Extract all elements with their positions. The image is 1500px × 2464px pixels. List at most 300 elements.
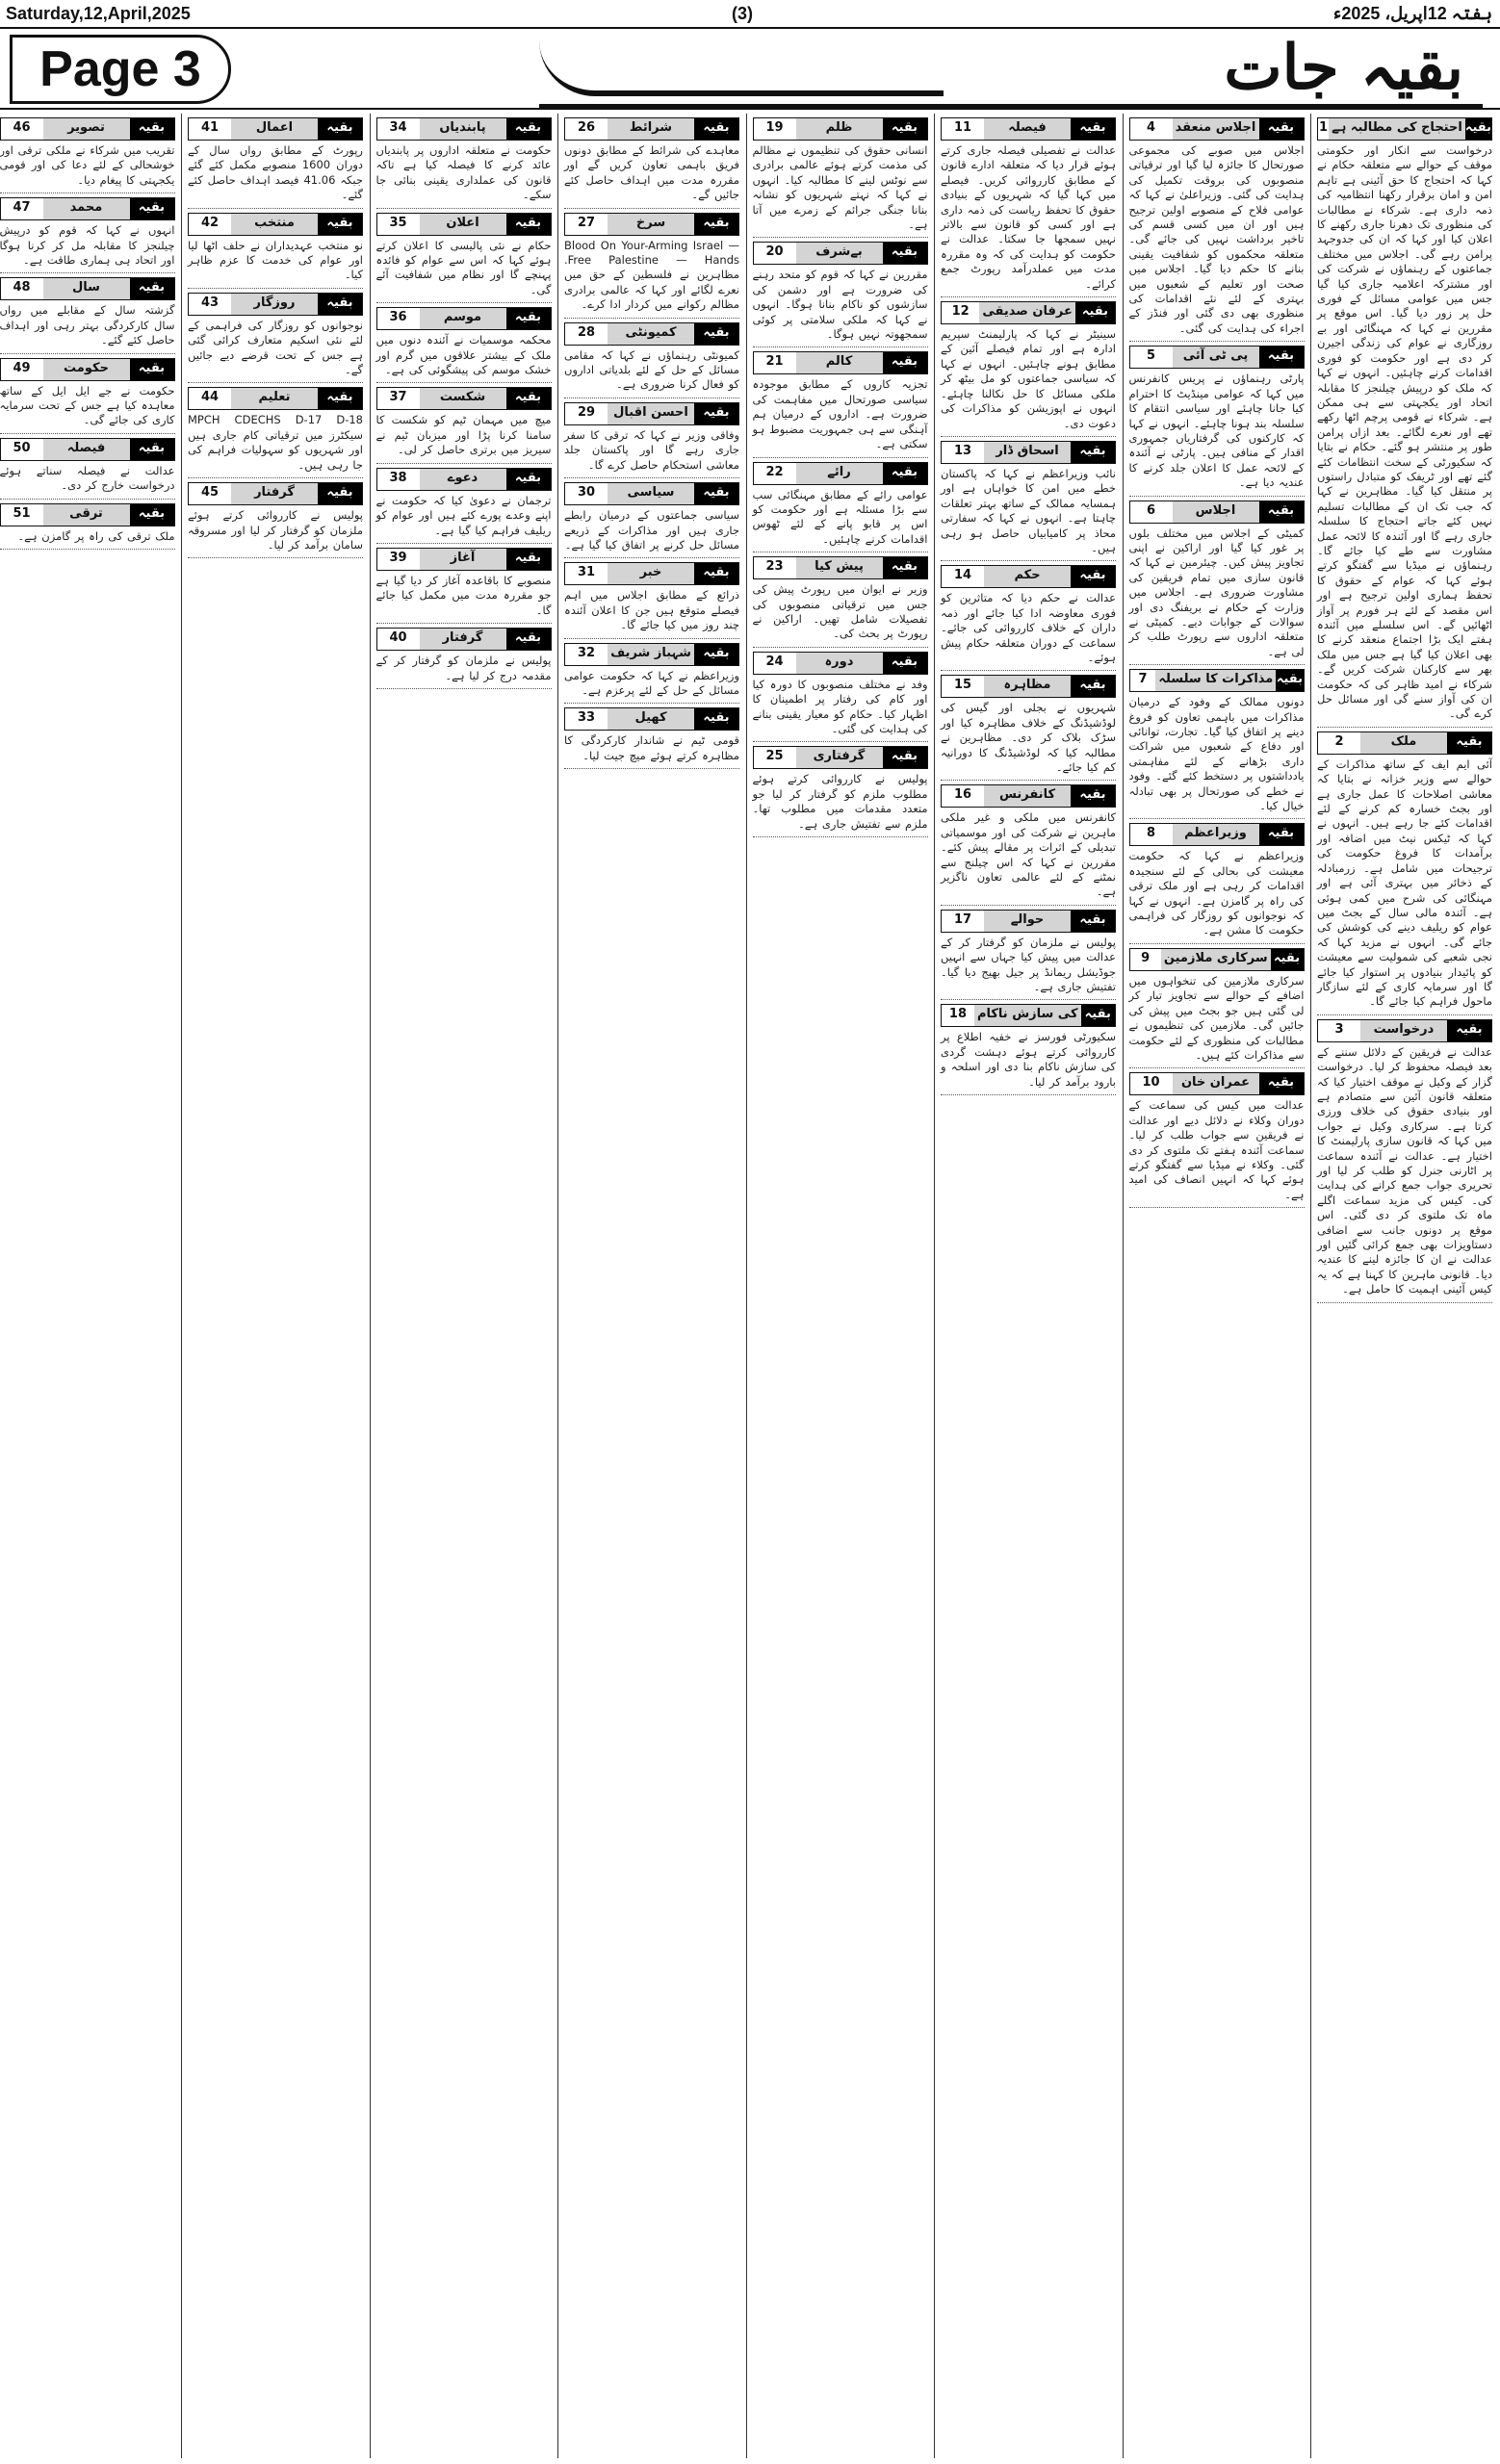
section-body: تقریب میں شرکاء نے ملکی ترقی اور خوشحالی کے لئے دعا کی اور قومی یکجہتی کا پیغام دیا۔	[0, 143, 175, 187]
section-divider	[941, 558, 1116, 561]
section-divider	[941, 1092, 1116, 1095]
section-number: 41	[189, 118, 231, 140]
continuation-section	[941, 784, 1116, 905]
section-divider	[941, 295, 1116, 297]
section-divider	[1129, 339, 1305, 342]
continuation-section	[941, 910, 1116, 1001]
section-header	[753, 242, 928, 265]
section-header	[564, 213, 739, 236]
section-divider	[1317, 725, 1492, 728]
section-body: عدالت نے فریقین کے دلائل سننے کے بعد فیصلہ محفوظ کر لیا۔ درخواست گزار کے وکیل نے موقف اختیار کیا کہ متعلقہ قانون آئین سے متصادم ہے اور بنیادی حقوق کی خلاف ورزی کرتا ہے۔ سرکاری وکیل نے جواب میں کہا کہ قانون سازی پارلیمنٹ کا اختیار ہے۔ عدالت نے آئندہ سماعت پر اٹارنی جنرل کو طلب کر لیا اور تحریری جواب جمع کرانے کی ہدایت کی۔ کیس کی مزید سماعت اگلے ماہ تک ملتوی کر دی گئی۔ اس موقع پر دونوں جانب سے اضافی دستاویزات بھی جمع کرائی گئیں اور عدالت نے ان کا جائزہ لینے کا عندیہ دیا۔ قانونی ماہرین کا کہنا ہے کہ یہ کیس آئینی اہمیت کا حامل ہے۔	[1317, 1044, 1492, 1296]
section-title: پیش کیا	[796, 557, 883, 578]
section-number: 1	[1318, 118, 1329, 140]
continuation-section	[0, 358, 175, 434]
section-divider	[1129, 816, 1305, 819]
continuation-section	[564, 322, 739, 398]
section-number: 36	[377, 308, 420, 329]
continued-label: بقیہ	[318, 294, 362, 315]
continued-label: بقیہ	[506, 469, 551, 490]
column-2	[1127, 114, 1306, 2458]
continuation-section	[188, 387, 363, 478]
section-divider	[564, 636, 739, 639]
section-number: 9	[1130, 949, 1161, 970]
section-header	[564, 117, 739, 141]
continued-label: بقیہ	[130, 359, 174, 380]
section-number: 22	[754, 463, 796, 484]
banner-title: بقیہ جات	[1224, 32, 1463, 104]
section-divider	[564, 316, 739, 319]
section-title: وزیراعظم	[1173, 824, 1259, 845]
section-title: اجلاس	[1173, 501, 1259, 523]
continued-label: بقیہ	[1259, 824, 1304, 845]
section-body: کانفرنس میں ملکی و غیر ملکی ماہرین نے شرکت کی اور موسمیاتی تبدیلی کے اثرات پر مقالے پیش کئے۔ مقررین نے کہا کہ اس چیلنج سے نمٹنے کے لئے عالمی تعاون ناگزیر ہے۔	[941, 810, 1116, 899]
section-divider	[753, 834, 928, 837]
section-number: 45	[189, 483, 231, 504]
continued-label: بقیہ	[883, 747, 927, 768]
section-divider	[188, 206, 363, 209]
section-title: کی سازش ناکام	[974, 1005, 1081, 1026]
continuation-section	[753, 117, 928, 238]
section-number: 35	[377, 214, 420, 235]
section-title: گرفتاری	[796, 747, 883, 768]
section-divider	[376, 300, 552, 303]
continued-label: بقیہ	[130, 278, 174, 299]
section-header	[376, 468, 552, 491]
section-divider	[376, 380, 552, 383]
section-title: رائے	[796, 463, 883, 484]
continued-label: بقیہ	[130, 118, 174, 140]
section-divider	[0, 431, 175, 434]
section-header	[1317, 1019, 1492, 1042]
section-body: عدالت نے تفصیلی فیصلہ جاری کرتے ہوئے قرار دیا کہ متعلقہ ادارے قانون کے مطابق کارروائی کریں۔ فیصلے میں کہا گیا کہ شہریوں کے بنیادی حقوق کا تحفظ ریاست کی ذمہ داری ہے اور کسی کو قانون سے بالاتر نہیں سمجھا جا سکتا۔ عدالت نے حکومت کو ہدایت کی کہ وہ مقررہ مدت میں عملدرآمد رپورٹ جمع کرائے۔	[941, 143, 1116, 291]
continued-label: بقیہ	[1271, 949, 1304, 970]
section-header	[941, 441, 1116, 464]
section-divider	[188, 286, 363, 289]
section-body: معاہدے کی شرائط کے مطابق دونوں فریق باہمی تعاون کریں گے اور مقررہ مدت میں اہداف حاصل کئے جائیں گے۔	[564, 143, 739, 202]
section-body: نو منتخب عہدیداران نے حلف اٹھا لیا اور عوام کی خدمت کا عزم ظاہر کیا۔	[188, 238, 363, 282]
section-divider	[1129, 494, 1305, 497]
section-title: فیصلہ	[43, 439, 130, 460]
continued-label: بقیہ	[1071, 442, 1115, 463]
section-number: 37	[377, 388, 420, 409]
section-header	[941, 301, 1116, 324]
section-divider	[753, 455, 928, 458]
section-number: 17	[942, 911, 984, 932]
continuation-section	[1129, 346, 1305, 496]
section-header	[0, 197, 175, 220]
section-number: 39	[377, 549, 420, 570]
continuation-section	[188, 117, 363, 209]
section-divider	[564, 206, 739, 209]
section-body: حکومت نے جے ایل ایل کے ساتھ معاہدہ کیا ہے جس کے تحت سرمایہ کاری کی جائے گی۔	[0, 383, 175, 427]
section-divider	[753, 345, 928, 347]
continued-label: بقیہ	[694, 563, 738, 584]
section-number: 2	[1318, 732, 1360, 754]
section-divider	[0, 270, 175, 273]
date-urdu: ہفتہ 12اپریل، 2025ء	[1332, 4, 1492, 23]
section-divider	[564, 766, 739, 769]
column-separator	[1310, 114, 1311, 2458]
continuation-section	[0, 117, 175, 193]
continuation-section	[376, 628, 552, 689]
continuation-section	[564, 562, 739, 638]
section-title: بےشرف	[796, 243, 883, 264]
column-separator	[370, 114, 371, 2458]
continuation-section	[753, 652, 928, 743]
continuation-section	[564, 643, 739, 705]
section-number: 27	[565, 214, 608, 235]
section-divider	[753, 235, 928, 238]
section-title: کمیونٹی	[608, 323, 694, 345]
continuation-section	[941, 565, 1116, 671]
continued-label: بقیہ	[883, 653, 927, 674]
continuation-section	[1129, 1072, 1305, 1208]
section-body: تجزیہ کاروں کے مطابق موجودہ سیاسی صورتحال میں مفاہمت کی ضرورت ہے۔ اداروں کے درمیان ہم آہنگی سے ہی جمہوریت مضبوط ہو سکتی ہے۔	[752, 377, 928, 451]
section-title: پابندیاں	[420, 118, 506, 140]
date-english: Saturday,12,April,2025	[6, 4, 191, 23]
section-body: محکمہ موسمیات نے آئندہ دنوں میں ملک کے بیشتر علاقوں میں گرم اور خشک موسم کی پیشگوئی کی ہے۔	[375, 333, 552, 377]
section-body: وفاقی وزیر نے کہا کہ ترقی کا سفر جاری رہے گا اور پاکستان جلد معاشی استحکام حاصل کرے گا۔	[564, 427, 739, 472]
section-divider	[376, 541, 552, 544]
continuation-section	[1129, 117, 1305, 342]
section-body: منصوبے کا باقاعدہ آغاز کر دیا گیا ہے جو مقررہ مدت میں مکمل کیا جائے گا۔	[375, 573, 552, 617]
section-body: درخواست سے انکار اور حکومتی موقف کے حوالے سے متعلقہ حکام نے کہا کہ احتجاج کا حق آئینی ہے تاہم امن و امان برقرار رکھنا انتظامیہ کی ذمہ داری ہے۔ شرکاء نے مطالبات کی منظوری تک دھرنا جاری رکھنے کا اعلان کیا اور کہا کہ ان کی جدوجہد پرامن رہے گی۔ اجلاس میں مختلف جماعتوں کے رہنماؤں نے شرکت کی اور مشترکہ اعلامیہ جاری کیا گیا جس میں عوامی مسائل کے فوری حل پر زور دیا گیا۔ اس موقع پر مقررین نے کہا کہ مہنگائی اور بے روزگاری نے عوام کی زندگی اجیرن کر دی ہے اور حکومت کو فوری اقدامات کرنے چاہئیں۔ انہوں نے کہا کہ ملک کو درپیش چیلنجز کا مقابلہ اتحاد اور یکجہتی سے ہی ممکن ہے۔ شرکاء نے قومی پرچم اٹھا رکھے تھے اور نعرے لگائے۔ بعد ازاں پرامن طور پر منتشر ہو گئے۔ حکام نے بتایا کہ سکیورٹی کے سخت انتظامات کئے گئے تھے اور ٹریفک کو متبادل راستوں پر منتقل کیا گیا۔ مظاہرین نے کہا کہ جب تک ان کے مطالبات تسلیم نہیں کئے جاتے احتجاج کا سلسلہ جاری رہے گا اور آئندہ کا لائحہ عمل مشاورت سے طے کیا جائے گا۔ رہنماؤں نے میڈیا سے گفتگو کرتے ہوئے کہا کہ عوام کے حقوق کا تحفظ ہماری اولین ترجیح ہے اور اس مقصد کے لئے ہر فورم پر آواز اٹھائیں گے۔ اس سلسلے میں آئندہ ہفتے ایک بڑا اجتماع منعقد کرنے کا بھی اعلان کیا گیا ہے جس میں ملک بھر سے کارکنان شرکت کریں گے۔ شرکاء نے امید ظاہر کی کہ حکومت ان کی آواز سنے گی اور مسائل حل کرے گی۔	[1317, 143, 1492, 721]
continued-label: بقیہ	[883, 352, 927, 373]
column-separator	[557, 114, 558, 2458]
continued-label: بقیہ	[883, 118, 927, 140]
section-number: 32	[565, 644, 608, 665]
section-number: 43	[189, 294, 231, 315]
section-number: 19	[754, 118, 796, 140]
section-header	[188, 117, 363, 141]
section-divider	[376, 461, 552, 464]
section-number: 24	[754, 653, 796, 674]
continuation-section	[0, 197, 175, 273]
section-number: 7	[1130, 670, 1156, 691]
section-header	[376, 213, 552, 236]
section-body: سیاسی جماعتوں کے درمیان رابطے جاری ہیں اور مذاکرات کے ذریعے مسائل حل کرنے پر اتفاق کیا گیا ہے۔	[564, 508, 739, 552]
continuation-section	[376, 213, 552, 304]
section-body: آئی ایم ایف کے ساتھ مذاکرات کے حوالے سے وزیر خزانہ نے بتایا کہ معاشی اصلاحات کا عمل جاری ہے اور بجٹ خسارہ کم کرنے کے لئے اقدامات کئے جا رہے ہیں۔ انہوں نے کہا کہ ٹیکس نیٹ میں اضافہ اور برآمدات کا فروغ حکومت کی ترجیحات میں شامل ہے۔ زرمبادلہ کے ذخائر میں بہتری آئی ہے اور مہنگائی کی شرح میں کمی ہوئی ہے۔ آئندہ مالی سال کے بجٹ میں عوام کو ریلیف دینے کی کوشش کی جائے گی۔ انہوں نے مزید کہا کہ نجی شعبے کی شمولیت سے معیشت کو پائیدار بنیادوں پر استوار کیا جائے گا اور سرمایہ کاری کے لئے سازگار ماحول فراہم کیا جائے گا۔	[1317, 757, 1492, 1009]
continued-label: بقیہ	[1071, 676, 1115, 697]
continued-label: بقیہ	[1071, 566, 1115, 587]
continuation-section	[376, 117, 552, 209]
section-number: 50	[1, 439, 43, 460]
section-title: ملک	[1360, 732, 1447, 754]
section-divider	[564, 475, 739, 478]
section-number: 38	[377, 469, 420, 490]
section-body: نائب وزیراعظم نے کہا کہ پاکستان خطے میں امن کا خواہاں ہے اور ہمسایہ ممالک کے ساتھ بہتر تعلقات چاہتا ہے۔ انہوں نے کہا کہ سفارتی محاذ پر کامیابیاں حاصل ہو رہی ہیں۔	[941, 466, 1116, 554]
continuation-section	[564, 213, 739, 319]
section-divider	[1317, 1300, 1492, 1303]
section-title: سرکاری ملازمین	[1161, 949, 1271, 970]
continued-label: بقیہ	[694, 708, 738, 730]
section-body: شہریوں نے بجلی اور گیس کی لوڈشیڈنگ کے خلاف مظاہرہ کیا اور سڑک بلاک کر دی۔ مظاہرین نے مطالبہ کیا کہ لوڈشیڈنگ کا دورانیہ کم کیا جائے۔	[941, 701, 1116, 774]
section-title: اعلان	[420, 214, 506, 235]
section-number: 25	[754, 747, 796, 768]
continued-label: بقیہ	[318, 388, 362, 409]
banner-swoosh	[539, 40, 944, 96]
continuation-section	[941, 1004, 1116, 1095]
continuation-section	[1129, 823, 1305, 943]
section-header	[376, 628, 552, 651]
section-number: 28	[565, 323, 608, 345]
section-header	[0, 358, 175, 381]
section-number: 14	[942, 566, 984, 587]
header-rule	[0, 108, 1500, 110]
section-title: احتجاج کی مطالبہ ہے	[1329, 118, 1465, 140]
section-divider	[1129, 662, 1305, 665]
section-title: شکست	[420, 388, 506, 409]
section-header	[188, 387, 363, 410]
section-header	[0, 117, 175, 141]
section-title: کانفرنس	[984, 785, 1071, 807]
section-divider	[564, 701, 739, 704]
section-body: رپورٹ کے مطابق رواں سال کے دوران 1600 منصوبے مکمل کئے گئے جبکہ 41.06 فیصد اہداف حاصل کئے گئے۔	[188, 143, 364, 202]
column-1	[1315, 114, 1494, 2458]
continued-label: بقیہ	[506, 388, 551, 409]
section-divider	[941, 434, 1116, 437]
section-body: عدالت نے فیصلہ سناتے ہوئے درخواست خارج کر دی۔	[0, 463, 175, 493]
section-banner	[539, 33, 1483, 108]
section-divider	[941, 903, 1116, 906]
section-number: 4	[1130, 118, 1173, 140]
continuation-section	[188, 213, 363, 289]
continuation-section	[1317, 117, 1492, 728]
section-body: کمیٹی کے اجلاس میں مختلف بلوں پر غور کیا گیا اور اراکین نے اپنی تجاویز پیش کیں۔ چیئرمین نے کہا کہ قانون سازی میں تمام فریقین کی مشاورت ضروری ہے۔ اجلاس میں وزارت کے حکام نے بریفنگ دی اور سوالات کے جوابات دیے۔ کمیٹی نے متعلقہ اداروں سے رپورٹ طلب کر لی ہے۔	[1128, 526, 1305, 658]
section-header	[564, 707, 739, 731]
section-title: خبر	[608, 563, 694, 584]
continued-label: بقیہ	[883, 557, 927, 578]
continued-label: بقیہ	[1071, 911, 1115, 932]
section-title: سیاسی	[608, 483, 694, 504]
section-title: آغاز	[420, 549, 506, 570]
section-title: کالم	[796, 352, 883, 373]
continuation-section	[564, 117, 739, 209]
section-title: حوالے	[984, 911, 1071, 932]
section-header	[1129, 669, 1305, 692]
section-title: عرفان صدیقی	[979, 302, 1074, 323]
section-number: 31	[565, 563, 608, 584]
section-number: 40	[377, 629, 420, 650]
section-number: 23	[754, 557, 796, 578]
section-number: 8	[1130, 824, 1173, 845]
section-header	[564, 562, 739, 585]
section-title: محمد	[43, 198, 130, 219]
section-divider	[1129, 941, 1305, 944]
continued-label: بقیہ	[1259, 1073, 1304, 1094]
section-body: حکام نے نئی پالیسی کا اعلان کرتے ہوئے کہا کہ اس سے عوام کو فائدہ پہنچے گا اور نظام میں شفافیت آئے گی۔	[375, 238, 552, 296]
section-body: نوجوانوں کو روزگار کی فراہمی کے لئے نئی اسکیم متعارف کرائی گئی ہے جس کے تحت قرضے دیے جائیں گے۔	[188, 318, 363, 377]
section-body: وزیراعظم نے کہا کہ حکومت معیشت کی بحالی کے لئے سنجیدہ اقدامات کر رہی ہے اور ملک ترقی کی راہ پر گامزن ہے۔ انہوں نے کہا کہ نوجوانوں کو روزگار کی فراہمی حکومت کا مشن ہے۔	[1128, 849, 1305, 937]
column-7	[186, 114, 365, 2458]
top-bar	[0, 0, 1500, 29]
section-number: 6	[1130, 501, 1173, 523]
section-number: 33	[565, 708, 608, 730]
continuation-section	[376, 307, 552, 383]
section-body: سینیٹر نے کہا کہ پارلیمنٹ سپریم ادارہ ہے اور تمام فیصلے آئین کے مطابق ہونے چاہئیں۔ انہوں نے کہا کہ سیاسی جماعتوں کو مل بیٹھ کر ملکی مسائل کا حل نکالنا چاہئے۔ انہوں نے اپوزیشن کو مذاکرات کی دعوت دی۔	[941, 327, 1116, 430]
section-title: فیصلہ	[984, 118, 1071, 140]
section-header	[376, 117, 552, 141]
section-number: 46	[1, 118, 43, 140]
section-divider	[753, 645, 928, 648]
column-6	[375, 114, 554, 2458]
section-header	[376, 387, 552, 410]
continued-label: بقیہ	[1081, 1005, 1115, 1026]
section-number: 3	[1318, 1020, 1360, 1041]
continued-label: بقیہ	[1259, 346, 1304, 368]
section-title: مظاہرہ	[984, 676, 1071, 697]
continuation-section	[1129, 500, 1305, 666]
continuation-section	[753, 746, 928, 837]
column-separator	[746, 114, 747, 2458]
continued-label: بقیہ	[506, 118, 551, 140]
column-separator	[181, 114, 182, 2458]
continued-label: بقیہ	[694, 118, 738, 140]
continuation-section	[941, 675, 1116, 781]
section-body: وفد نے مختلف منصوبوں کا دورہ کیا اور کام کی رفتار پر اطمینان کا اظہار کیا۔ حکام کو معیار یقینی بنانے کی ہدایت کی گئی۔	[752, 677, 928, 735]
section-title: دورہ	[796, 653, 883, 674]
section-body: میچ میں مہمان ٹیم کو شکست کا سامنا کرنا پڑا اور میزبان ٹیم نے سیریز میں برتری حاصل کر لی۔	[375, 413, 552, 457]
section-number: 49	[1, 359, 43, 380]
continued-label: بقیہ	[1259, 501, 1304, 523]
section-number: 10	[1130, 1073, 1173, 1094]
column-separator	[934, 114, 935, 2458]
section-header	[1129, 948, 1305, 971]
section-header	[753, 462, 928, 485]
section-header	[188, 293, 363, 316]
continuation-section	[0, 277, 175, 353]
continued-label: بقیہ	[318, 483, 362, 504]
section-header	[753, 117, 928, 141]
section-header	[941, 910, 1116, 933]
section-title: عمران خان	[1173, 1073, 1259, 1094]
section-body: پولیس نے کارروائی کرتے ہوئے ملزمان کو گرفتار کر لیا اور مسروقہ سامان برآمد کر لیا۔	[188, 508, 363, 552]
section-body: عدالت میں کیس کی سماعت کے دوران وکلاء نے دلائل دیے اور عدالت نے فریقین سے جواب طلب کر لیا۔ سماعت آئندہ ہفتے تک ملتوی کر دی گئی۔ وکلاء نے میڈیا سے گفتگو کرتے ہوئے کہا کہ انہیں انصاف کی امید ہے۔	[1128, 1098, 1305, 1201]
section-header	[1317, 117, 1492, 141]
section-title: موسم	[420, 308, 506, 329]
section-header	[1129, 500, 1305, 524]
section-title: اجلاس منعقد	[1173, 118, 1259, 140]
section-body: حکومت نے متعلقہ اداروں پر پابندیاں عائد کرنے کا فیصلہ کیا ہے تاکہ قانون کی عملداری یقینی بنائی جا سکے۔	[375, 143, 552, 202]
section-divider	[0, 497, 175, 500]
section-title: گرفتار	[420, 629, 506, 650]
column-5	[562, 114, 741, 2458]
section-divider	[376, 621, 552, 624]
section-number: 42	[189, 214, 231, 235]
continued-label: بقیہ	[883, 463, 927, 484]
section-title: سرخ	[608, 214, 694, 235]
section-body: پولیس نے کارروائی کرتے ہوئے مطلوب ملزم کو گرفتار کر لیا جو متعدد مقدمات میں مطلوب تھا۔ ملزم سے تفتیش جاری ہے۔	[752, 772, 928, 831]
continued-label: بقیہ	[506, 549, 551, 570]
column-separator	[1123, 114, 1124, 2458]
section-number: 44	[189, 388, 231, 409]
section-header	[753, 556, 928, 579]
continued-label: بقیہ	[318, 118, 362, 140]
section-divider	[0, 547, 175, 550]
section-body: انہوں نے کہا کہ قوم کو درپیش چیلنجز کا مقابلہ مل کر کرنا ہوگا اور اتحاد ہی ہماری طاقت ہے۔	[0, 223, 175, 268]
section-header	[941, 565, 1116, 588]
continuation-section	[0, 503, 175, 550]
continuation-section	[753, 351, 928, 457]
section-title: کھیل	[608, 708, 694, 730]
continuation-section	[1317, 1019, 1492, 1303]
section-divider	[753, 550, 928, 552]
section-header	[753, 351, 928, 374]
section-header	[0, 503, 175, 526]
section-number: 48	[1, 278, 43, 299]
continuation-section	[753, 242, 928, 347]
continuation-section	[753, 556, 928, 648]
section-title: پی ٹی آئی	[1173, 346, 1259, 368]
section-body: قومی ٹیم نے شاندار کارکردگی کا مظاہرہ کرتے ہوئے میچ جیت لیا۔	[564, 733, 739, 762]
section-header	[941, 784, 1116, 808]
section-number: 30	[565, 483, 608, 504]
section-body: انسانی حقوق کی تنظیموں نے مظالم کی مذمت کرتے ہوئے عالمی برادری سے نوٹس لینے کا مطالبہ کیا۔ انہوں نے کہا کہ نہتے شہریوں کو نشانہ بنانا جنگی جرائم کے زمرے میں آتا ہے۔	[752, 143, 928, 232]
section-divider	[188, 475, 363, 478]
continued-label: بقیہ	[694, 644, 738, 665]
section-header	[564, 482, 739, 505]
section-header	[941, 1004, 1116, 1027]
continuation-section	[376, 548, 552, 624]
continuation-section	[1129, 948, 1305, 1068]
column-4	[751, 114, 930, 2458]
continuation-section	[941, 441, 1116, 561]
section-number: 26	[565, 118, 608, 140]
section-divider	[376, 206, 552, 209]
page-number: (3)	[732, 4, 753, 23]
continuation-section	[188, 293, 363, 384]
section-body: ترجمان نے دعویٰ کیا کہ حکومت نے اپنے وعدے پورے کئے ہیں اور عوام کو ریلیف فراہم کیا گیا ہے۔	[375, 493, 552, 537]
continuation-section	[0, 438, 175, 500]
section-body: دونوں ممالک کے وفود کے درمیان مذاکرات میں باہمی تعاون کو فروغ دینے پر اتفاق کیا گیا۔ تجارت، توانائی اور دفاع کے شعبوں میں شراکت داری بڑھانے کے لئے مفاہمتی یادداشتوں پر دستخط کئے گئے۔ وفود نے خطے کی صورتحال پر بھی تبادلہ خیال کیا۔	[1128, 695, 1305, 813]
section-header	[376, 307, 552, 330]
section-body: اجلاس میں صوبے کی مجموعی صورتحال کا جائزہ لیا گیا اور ترقیاتی منصوبوں کی بروقت تکمیل کی ہدایت کی گئی۔ وزیراعلیٰ نے کہا کہ عوامی فلاح کے منصوبے اولین ترجیح ہیں اور ان میں کسی قسم کی تاخیر برداشت نہیں کی جائے گی۔ متعلقہ محکموں کو شفافیت یقینی بنانے کا حکم دیا گیا۔ اجلاس میں صحت اور تعلیم کے شعبوں میں بہتری کے لئے نئے اقدامات کی منظوری بھی دی گئی اور فنڈز کے اجراء کی ہدایت کی گئی۔	[1128, 143, 1305, 335]
continued-label: بقیہ	[1276, 670, 1303, 691]
section-title: درخواست	[1360, 1020, 1447, 1041]
section-header	[188, 482, 363, 505]
section-header	[564, 402, 739, 425]
section-title: تعلیم	[231, 388, 318, 409]
section-header	[941, 675, 1116, 698]
section-header	[1129, 1072, 1305, 1095]
section-divider	[1129, 1065, 1305, 1068]
section-body: سرکاری ملازمین کی تنخواہوں میں اضافے کے حوالے سے تجاویز تیار کر لی گئی ہیں جو بجٹ میں پیش کی جائیں گی۔ ملازمین کی تنظیموں نے مطالبات کی منظوری کے لئے حکومت سے مذاکرات کئے ہیں۔	[1128, 973, 1305, 1062]
section-body: ذرائع کے مطابق اجلاس میں اہم فیصلے متوقع ہیں جن کا اعلان آئندہ چند روز میں کیا جائے گا۔	[564, 588, 739, 632]
section-number: 13	[942, 442, 984, 463]
section-divider	[0, 191, 175, 193]
column-3	[939, 114, 1118, 2458]
section-title: دعوے	[420, 469, 506, 490]
section-title: احسن اقبال	[608, 403, 694, 424]
section-number: 5	[1130, 346, 1173, 368]
section-divider	[1129, 1205, 1305, 1208]
continuation-section	[376, 387, 552, 463]
section-header	[1317, 732, 1492, 755]
continued-label: بقیہ	[506, 214, 551, 235]
section-header	[1129, 346, 1305, 369]
section-number: 21	[754, 352, 796, 373]
section-title: حکومت	[43, 359, 130, 380]
continuation-section	[941, 117, 1116, 297]
section-body: مقررین نے کہا کہ قوم کو متحد رہنے کی ضرورت ہے اور دشمن کی سازشوں کو ناکام بنانا ہوگا۔ انہوں نے کہا کہ ملکی سلامتی پر کوئی سمجھوتہ نہیں ہوگا۔	[752, 268, 928, 342]
section-title: اسحاق ڈار	[984, 442, 1071, 463]
continuation-section	[188, 482, 363, 558]
section-title: ظلم	[796, 118, 883, 140]
section-header	[0, 277, 175, 300]
section-title: گرفتار	[231, 483, 318, 504]
continuation-section	[1317, 732, 1492, 1015]
